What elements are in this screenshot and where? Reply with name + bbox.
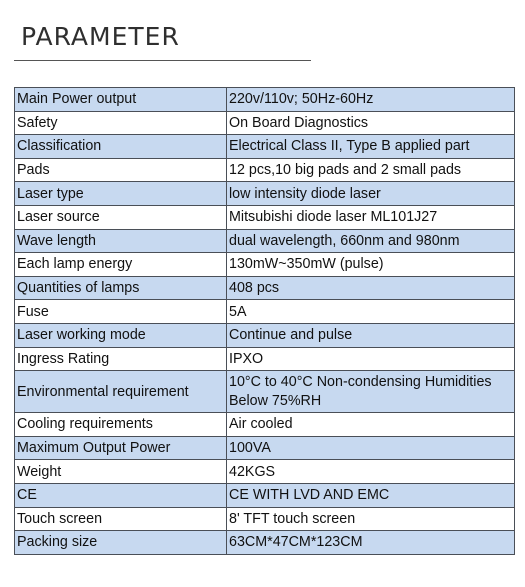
row-value: On Board Diagnostics — [227, 111, 515, 135]
row-value: Continue and pulse — [227, 323, 515, 347]
row-label: Touch screen — [15, 507, 227, 531]
row-value: dual wavelength, 660nm and 980nm — [227, 229, 515, 253]
row-value: 8' TFT touch screen — [227, 507, 515, 531]
table-row — [15, 88, 515, 112]
row-label: Ingress Rating — [15, 347, 227, 371]
row-value: Mitsubishi diode laser ML101J27 — [227, 205, 515, 229]
row-value: 220v/110v; 50Hz-60Hz — [227, 88, 515, 112]
row-label: Pads — [15, 158, 227, 182]
row-label: Each lamp energy — [15, 253, 227, 277]
table-row — [15, 229, 515, 253]
row-value: Air cooled — [227, 413, 515, 437]
row-value: IPXO — [227, 347, 515, 371]
row-label: Laser source — [15, 205, 227, 229]
table-row — [15, 158, 515, 182]
table-row — [15, 483, 515, 507]
table-row — [15, 413, 515, 437]
table-row — [15, 205, 515, 229]
row-label: Safety — [15, 111, 227, 135]
row-value: 42KGS — [227, 460, 515, 484]
row-label: Packing size — [15, 531, 227, 555]
row-label: Cooling requirements — [15, 413, 227, 437]
row-value: 12 pcs,10 big pads and 2 small pads — [227, 158, 515, 182]
row-label: Wave length — [15, 229, 227, 253]
table-row — [15, 182, 515, 206]
row-label: Maximum Output Power — [15, 436, 227, 460]
table-row — [15, 253, 515, 277]
table-row — [15, 507, 515, 531]
row-label: Laser type — [15, 182, 227, 206]
row-value: low intensity diode laser — [227, 182, 515, 206]
page-title: PARAMETER — [21, 22, 180, 51]
table-row — [15, 371, 515, 413]
table-row — [15, 135, 515, 159]
row-label: Laser working mode — [15, 323, 227, 347]
row-label: CE — [15, 483, 227, 507]
row-label: Fuse — [15, 300, 227, 324]
table-row — [15, 460, 515, 484]
table-row — [15, 436, 515, 460]
row-value: 63CM*47CM*123CM — [227, 531, 515, 555]
row-label: Weight — [15, 460, 227, 484]
row-label: Classification — [15, 135, 227, 159]
row-value: 100VA — [227, 436, 515, 460]
table-row — [15, 300, 515, 324]
row-label: Environmental requirement — [15, 371, 227, 413]
table-row — [15, 111, 515, 135]
row-value: CE WITH LVD AND EMC — [227, 483, 515, 507]
title-underline — [14, 60, 311, 61]
parameter-table — [14, 87, 515, 555]
row-value: 130mW~350mW (pulse) — [227, 253, 515, 277]
row-value: 10°C to 40°C Non-condensing Humidities Below 75%RH — [227, 371, 515, 413]
row-value: Electrical Class II, Type B applied part — [227, 135, 515, 159]
table-row — [15, 323, 515, 347]
row-value: 5A — [227, 300, 515, 324]
row-value: 408 pcs — [227, 276, 515, 300]
table-row — [15, 531, 515, 555]
row-label: Main Power output — [15, 88, 227, 112]
table-row — [15, 276, 515, 300]
table-row — [15, 347, 515, 371]
row-label: Quantities of lamps — [15, 276, 227, 300]
